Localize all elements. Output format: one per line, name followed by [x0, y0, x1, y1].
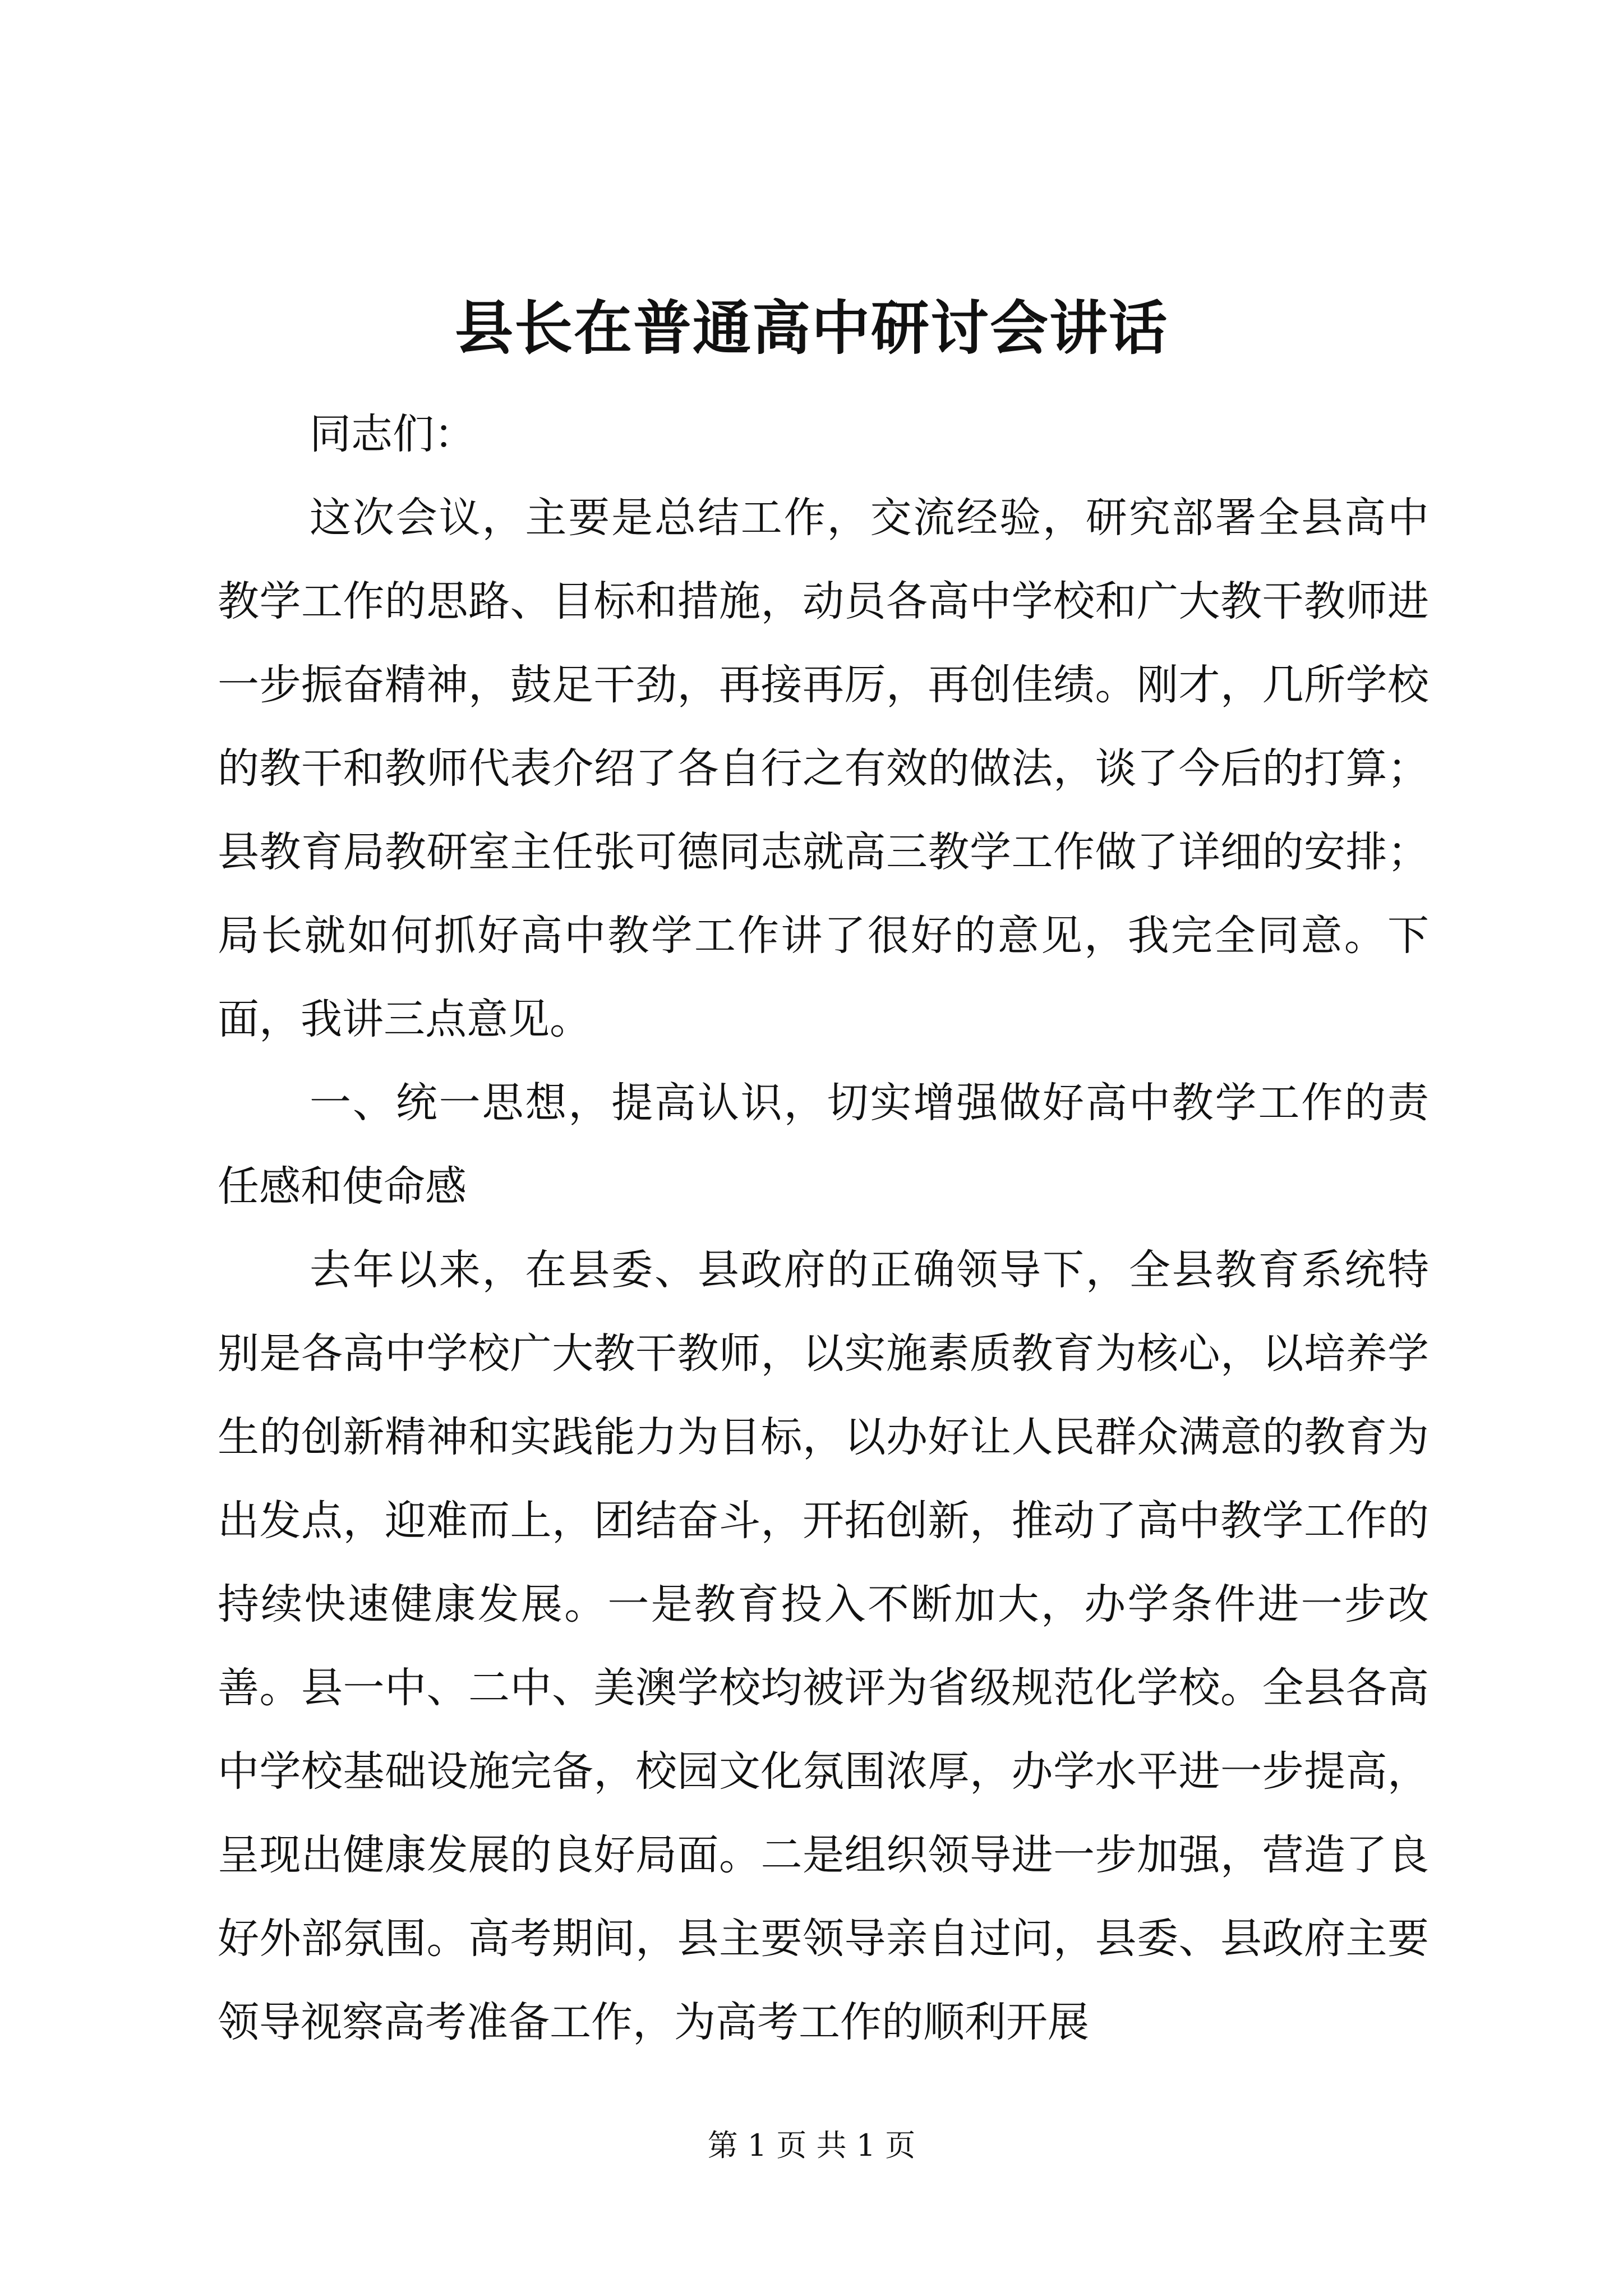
- document-body: [218, 393, 1429, 2064]
- salutation: 同志们：: [310, 410, 476, 458]
- paragraph-achievements: 去年以来，在县委、县政府的正确领导下，全县教育系统特别是各高中学校广大教干教师，以实施素质教育为核心，以培养学生的创新精神和实践能力为目标，以办好让人民群众满意的教育为出发点，迎难而上，团结奋斗，开拓创新，推动了高中教学工作的持续快速健康发展。一是教育投入不断加大，办学条件进一步改善。县一中、二中、美澳学校均被评为省级规范化学校。全县各高中学校基础设施完备，校园文化氛围浓厚，办学水平进一步提高，呈现出健康发展的良好局面。二是组织领导进一步加强，营造了良好外部氛围。高考期间，县主要领导亲自过问，县委、县政府主要领导视察高考准备工作，为高考工作的顺利开展: [218, 1246, 1429, 2046]
- document-title: 县长在普通高中研讨会讲话: [454, 293, 1168, 362]
- page-number-footer: 第 1 页 共 1 页: [707, 2128, 916, 2163]
- paragraph-intro: 这次会议，主要是总结工作，交流经验，研究部署全县高中教学工作的思路、目标和措施，动员各高中学校和广大教干教师进一步振奋精神，鼓足干劲，再接再厉，再创佳绩。刚才，几所学校的教干和教师代表介绍了各自行之有效的做法，谈了今后的打算；县教育局教研室主任张可德同志就高三教学工作做了详细的安排；局长就如何抓好高中教学工作讲了很好的意见，我完全同意。下面，我讲三点意见。: [218, 494, 1429, 1043]
- section-heading-1: 一、统一思想，提高认识，切实增强做好高中教学工作的责任感和使命感: [218, 1079, 1429, 1211]
